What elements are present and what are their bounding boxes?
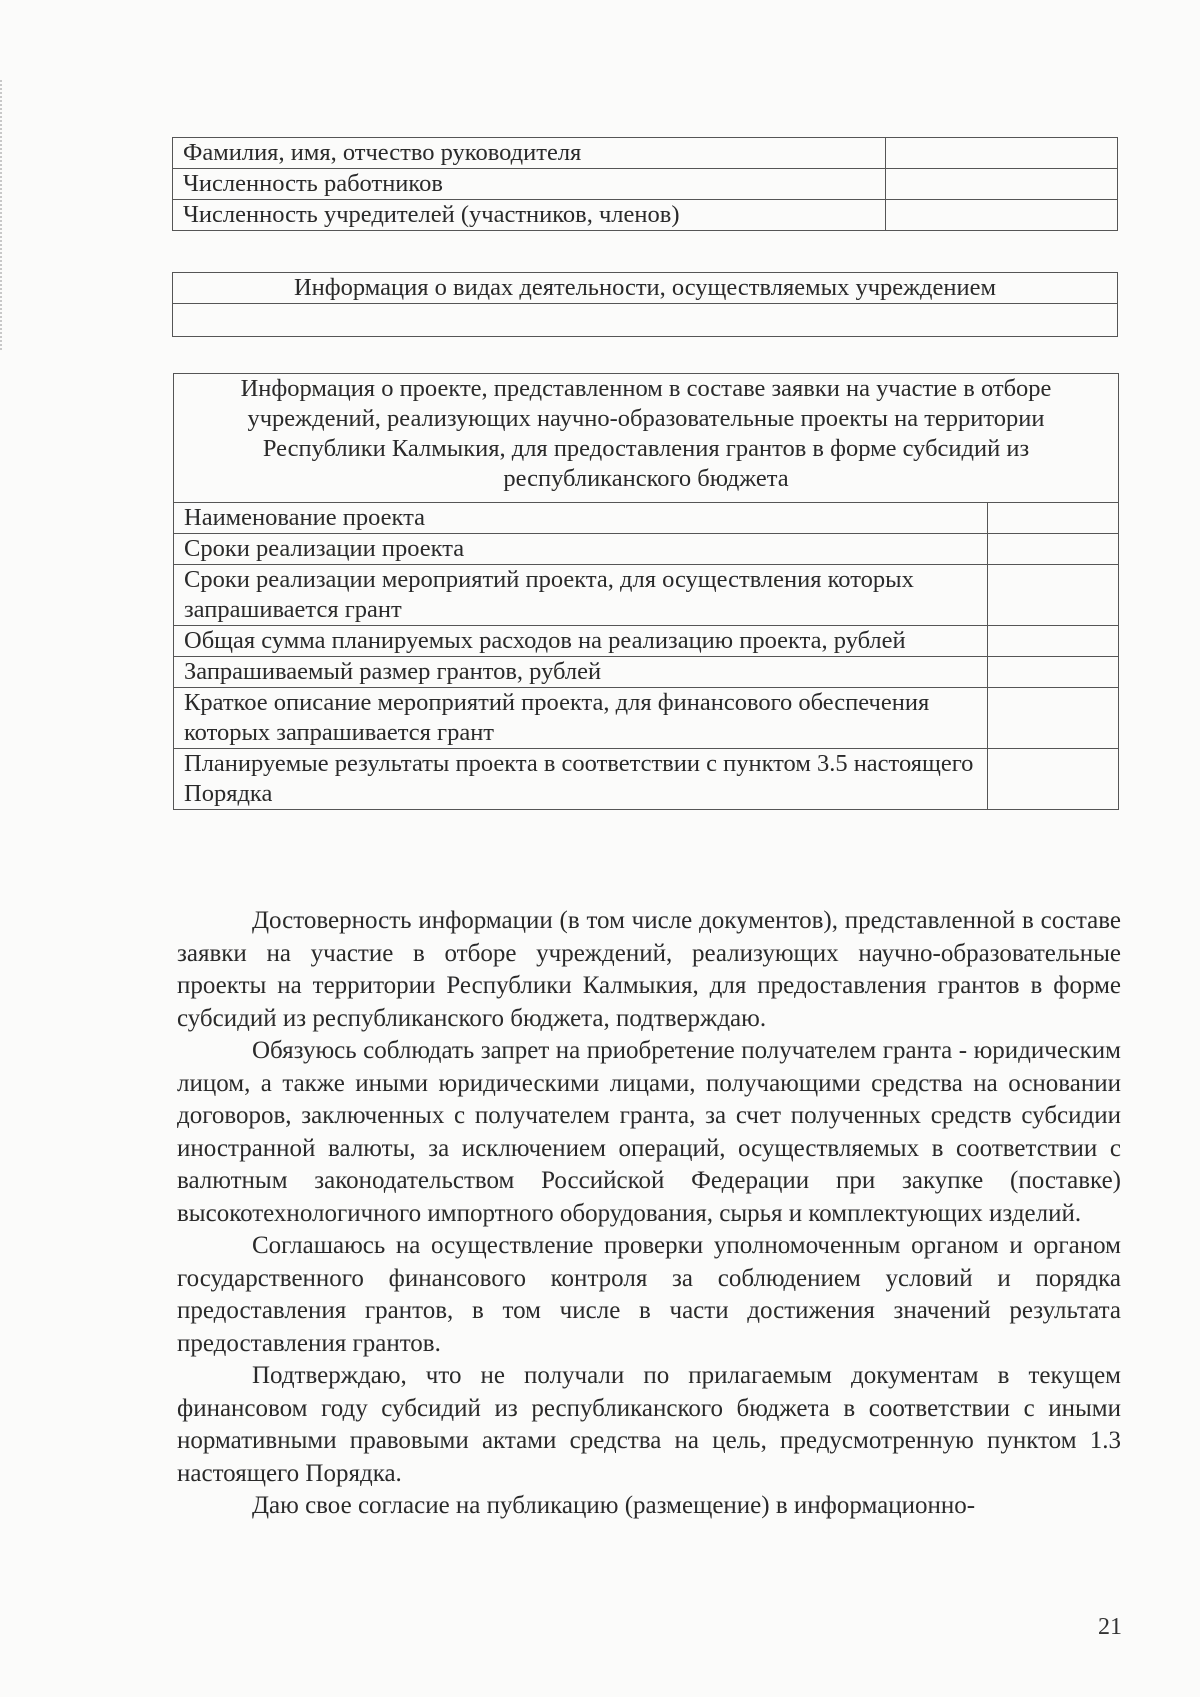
paragraph-currency-ban: Обязуюсь соблюдать запрет на приобретение получателем гранта - юридическим лицом, а также иными юридическими лицами, получающими средства на основании договоров, заключенных с получателем гранта, за счет полученных средств субсидии иностранной валюты, за исключением операций, осуществляемых в соответствии с валютным законодательством Российской Федерации при закупке (поставке) высокотехнологичного импортного оборудования, сырья и комплектующих изделий. bbox=[177, 1037, 1121, 1227]
row-value-cell bbox=[988, 657, 1119, 688]
row-value-cell bbox=[886, 138, 1118, 169]
row-label: Численность работников bbox=[173, 169, 886, 200]
row-label: Сроки реализации мероприятий проекта, для осуществления которых запрашивается грант bbox=[174, 565, 988, 626]
table-header-row bbox=[174, 374, 1119, 503]
row-label: Фамилия, имя, отчество руководителя bbox=[173, 138, 886, 169]
table-row bbox=[174, 626, 1119, 657]
table-row bbox=[174, 565, 1119, 626]
row-label: Краткое описание мероприятий проекта, для финансового обеспечения которых запрашивается грант bbox=[174, 688, 988, 749]
row-value-cell bbox=[988, 749, 1119, 810]
paragraph-no-subsidies: Подтверждаю, что не получали по прилагаемым документам в текущем финансовом году субсидий из республиканского бюджета в соответствии с иными нормативными правовыми актами средства на цель, предусмотренную пунктом 1.3 настоящего Порядка. bbox=[177, 1362, 1121, 1487]
table-row bbox=[174, 749, 1119, 810]
table-row bbox=[173, 304, 1118, 337]
row-value-cell bbox=[988, 688, 1119, 749]
row-label: Наименование проекта bbox=[174, 503, 988, 534]
paragraph-inspection-consent: Соглашаюсь на осуществление проверки уполномоченным органом и органом государственного финансового контроля за соблюдением условий и порядка предоставления грантов, в том числе в части достижения значений результата предоставления грантов. bbox=[177, 1232, 1121, 1357]
activities-value-cell bbox=[173, 304, 1118, 337]
row-label: Запрашиваемый размер грантов, рублей bbox=[174, 657, 988, 688]
paragraph-accuracy: Достоверность информации (в том числе документов), представленной в составе заявки на участие в отборе учреждений, реализующих научно-образовательные проекты на территории Республики Калмыкия, для предоставления грантов в форме субсидий из республиканского бюджета, подтверждаю. bbox=[177, 907, 1121, 1032]
table-row bbox=[173, 138, 1118, 169]
table-row bbox=[174, 657, 1119, 688]
organization-table bbox=[172, 137, 1118, 231]
activities-table bbox=[172, 272, 1118, 337]
row-value-cell bbox=[988, 626, 1119, 657]
row-value-cell bbox=[988, 534, 1119, 565]
row-label: Общая сумма планируемых расходов на реализацию проекта, рублей bbox=[174, 626, 988, 657]
body-text bbox=[177, 905, 1121, 1523]
row-label: Численность учредителей (участников, членов) bbox=[173, 200, 886, 231]
table-header-row bbox=[173, 273, 1118, 304]
paragraph-publication-consent: Даю свое согласие на публикацию (размещение) в информационно- bbox=[252, 1492, 976, 1519]
project-table-header: Информация о проекте, представленном в составе заявки на участие в отборе учреждений, реализующих научно-образовательные проекты на территории Республики Калмыкия, для предоставления грантов в форме субсидий из республиканского бюджета bbox=[174, 374, 1119, 503]
scan-edge-marks bbox=[0, 80, 5, 350]
activities-header: Информация о видах деятельности, осуществляемых учреждением bbox=[173, 273, 1118, 304]
table-row bbox=[173, 169, 1118, 200]
row-value-cell bbox=[886, 200, 1118, 231]
row-value-cell bbox=[988, 503, 1119, 534]
table-row bbox=[174, 503, 1119, 534]
project-table bbox=[173, 373, 1119, 810]
row-label: Сроки реализации проекта bbox=[174, 534, 988, 565]
table-row bbox=[174, 688, 1119, 749]
page-number: 21 bbox=[1098, 1614, 1122, 1640]
row-value-cell bbox=[886, 169, 1118, 200]
table-row bbox=[173, 200, 1118, 231]
row-label: Планируемые результаты проекта в соответствии с пунктом 3.5 настоящего Порядка bbox=[174, 749, 988, 810]
table-row bbox=[174, 534, 1119, 565]
row-value-cell bbox=[988, 565, 1119, 626]
